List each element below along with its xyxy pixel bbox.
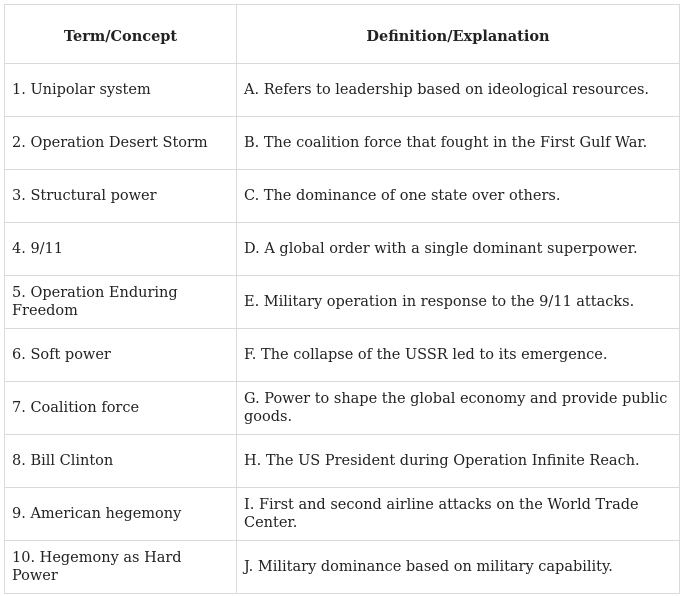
definition-cell: F. The collapse of the USSR led to its emergence. <box>237 329 680 382</box>
term-cell: 3. Structural power <box>5 170 237 223</box>
table-row <box>5 382 680 435</box>
table-row <box>5 435 680 488</box>
definition-cell: I. First and second airline attacks on the World Trade Center. <box>237 488 680 541</box>
definition-cell: G. Power to shape the global economy and provide public goods. <box>237 382 680 435</box>
term-cell: 8. Bill Clinton <box>5 435 237 488</box>
header-row <box>5 5 680 64</box>
header-definition: Definition/Explanation <box>237 5 680 64</box>
table-row <box>5 64 680 117</box>
definition-cell: H. The US President during Operation Infinite Reach. <box>237 435 680 488</box>
table-row <box>5 541 680 594</box>
definition-cell: J. Military dominance based on military capability. <box>237 541 680 594</box>
matching-table <box>4 4 680 594</box>
definition-cell: C. The dominance of one state over others. <box>237 170 680 223</box>
definition-cell: D. A global order with a single dominant superpower. <box>237 223 680 276</box>
term-cell: 5. Operation Enduring Freedom <box>5 276 237 329</box>
header-term: Term/Concept <box>5 5 237 64</box>
table-row <box>5 170 680 223</box>
table-row <box>5 329 680 382</box>
term-cell: 6. Soft power <box>5 329 237 382</box>
term-cell: 2. Operation Desert Storm <box>5 117 237 170</box>
term-cell: 9. American hegemony <box>5 488 237 541</box>
definition-cell: B. The coalition force that fought in the First Gulf War. <box>237 117 680 170</box>
term-cell: 7. Coalition force <box>5 382 237 435</box>
term-cell: 1. Unipolar system <box>5 64 237 117</box>
table-row <box>5 117 680 170</box>
term-cell: 4. 9/11 <box>5 223 237 276</box>
definition-cell: A. Refers to leadership based on ideological resources. <box>237 64 680 117</box>
table-row <box>5 488 680 541</box>
definition-cell: E. Military operation in response to the 9/11 attacks. <box>237 276 680 329</box>
table-row <box>5 276 680 329</box>
term-cell: 10. Hegemony as Hard Power <box>5 541 237 594</box>
table-row <box>5 223 680 276</box>
